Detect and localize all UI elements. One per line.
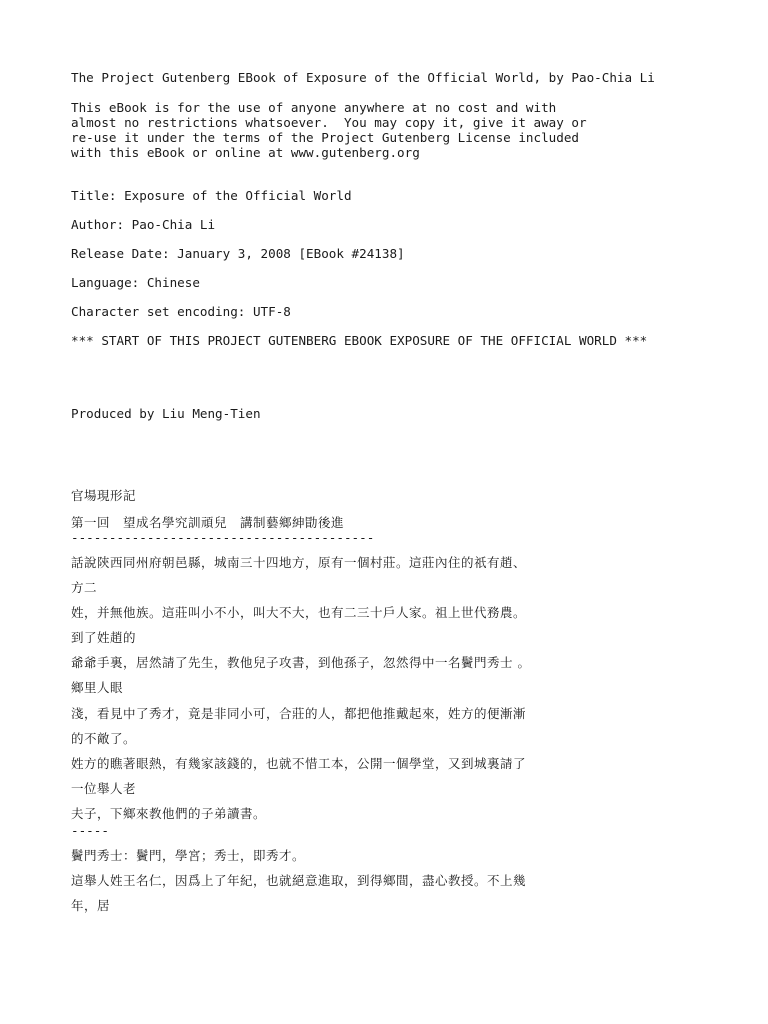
footnote-line: 這舉人姓王名仁，因爲上了年紀，也就絕意進取，到得鄉間，盡心教授。不上幾 (71, 873, 527, 888)
body-line: 夫子，下鄉來教他們的子弟讀書。 (71, 806, 267, 821)
license-line: with this eBook or online at www.gutenberg.org (71, 145, 420, 160)
body-line: 姓方的瞧著眼熱，有幾家該錢的，也就不惜工本，公開一個學堂，又到城裏請了 (71, 756, 527, 771)
license-line: re-use it under the terms of the Project Gutenberg License included (71, 130, 579, 145)
license-line: almost no restrictions whatsoever. You may copy it, give it away or (71, 115, 587, 130)
footnote-line: 年，居 (71, 898, 111, 913)
book-title: 官場現形記 (71, 488, 137, 503)
charset-line: Character set encoding: UTF-8 (71, 304, 291, 319)
body-line: 到了姓趙的 (71, 630, 137, 645)
author-line: Author: Pao-Chia Li (71, 217, 216, 232)
body-line: 淺，看見中了秀才，竟是非同小可，合莊的人，都把他推戴起來，姓方的便漸漸 (71, 706, 527, 721)
body-line: 鄉里人眼 (71, 680, 124, 695)
body-line: 話說陝西同州府朝邑縣，城南三十四地方，原有一個村莊。這莊內住的祇有趙、 (71, 555, 527, 570)
license-line: This eBook is for the use of anyone anywhere at no cost and with (71, 100, 557, 115)
body-line: 爺爺手裏，居然請了先生，教他兒子攻書，到他孫子，忽然得中一名鬢門秀士 。 (71, 655, 531, 670)
body-line: 方二 (71, 580, 98, 595)
title-line: Title: Exposure of the Official World (71, 188, 352, 203)
body-line: 姓，并無他族。這莊叫小不小，叫大不大，也有二三十戶人家。祖上世代務農。 (71, 605, 527, 620)
release-date-line: Release Date: January 3, 2008 [EBook #24138] (71, 246, 405, 261)
start-marker-line: *** START OF THIS PROJECT GUTENBERG EBOOK EXPOSURE OF THE OFFICIAL WORLD *** (71, 333, 648, 348)
body-line: 的不敵了。 (71, 731, 137, 746)
ebook-header-line: The Project Gutenberg EBook of Exposure of the Official World, by Pao-Chia Li (71, 70, 655, 85)
footnote-line: 鬢門秀士：鬢門，學宮；秀士，即秀才。 (71, 848, 306, 863)
separator-short: ----- (71, 823, 109, 838)
body-line: 一位舉人老 (71, 781, 137, 796)
language-line: Language: Chinese (71, 275, 200, 290)
chapter-heading: 第一回 望成名學究訓頑兒 講制藝鄉紳勖後進 (71, 515, 345, 530)
produced-by-line: Produced by Liu Meng-Tien (71, 406, 261, 421)
separator-long: ---------------------------------------- (71, 530, 375, 545)
